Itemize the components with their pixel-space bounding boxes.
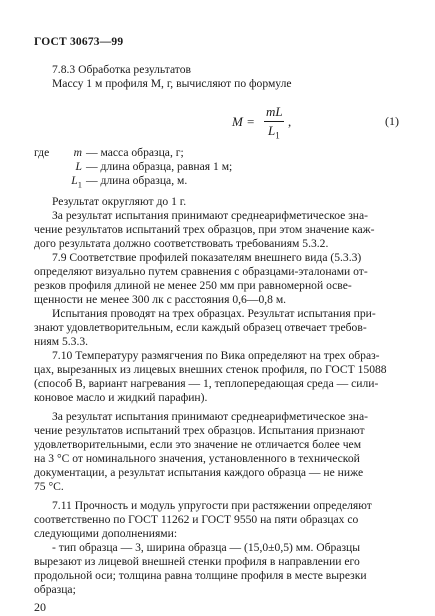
body-line: цах, вырезанных из лицевых внешних стенок профиля, по ГОСТ 15088 (34, 363, 387, 376)
page-number: 20 (34, 600, 46, 614)
body-line: соответственно по ГОСТ 11262 и ГОСТ 9550 на пяти образцах со (34, 513, 359, 526)
body-line: на 3 °С от номинального значения, установленного в технической (34, 452, 360, 465)
document-header: ГОСТ 30673—99 (34, 36, 124, 48)
body-line: удовлетворительными, если это значение не отличается более чем (34, 438, 362, 451)
body-line: щенности не менее 300 лк с расстояния 0,6—0,8 м. (34, 293, 287, 306)
intro-text: Массу 1 м профиля М, г, вычисляют по формуле (52, 77, 292, 90)
fraction-bar (264, 121, 284, 122)
body-line: чение результатов испытаний трех образцов. Испытания признают (34, 424, 365, 437)
body-line: резков профиля длиной не менее 250 мм при равномерной осве- (34, 279, 352, 292)
formula-equals: = (247, 114, 255, 129)
formula-denominator: $L_1$ (268, 123, 280, 141)
body-line: 7.11 Прочность и модуль упругости при растяжении определяют (52, 499, 372, 512)
definition-row: L — длина образца, равная 1 м; (75, 160, 233, 173)
body-line: коновое масло и жидкий парафин). (34, 391, 208, 404)
body-line: За результат испытания принимают среднеарифметическое зна- (52, 209, 369, 222)
body-line: Испытания проводят на трех образцах. Результат испытания при- (52, 307, 376, 320)
section-title: 7.8.3 Обработка результатов (52, 63, 191, 76)
formula (232, 104, 312, 148)
body-line: вырезают из лицевой внешней стенки профиля в направлении его (34, 555, 360, 568)
body-line: чение результатов испытаний трех образцов, при этом значение каж- (34, 223, 375, 236)
body-line: Результат округляют до 1 г. (52, 195, 187, 208)
formula-comma: , (288, 114, 292, 129)
formula-lhs: M (232, 114, 243, 129)
body-line: (способ В, вариант нагревания — 1, теплопередающая среда — сили- (34, 377, 379, 390)
body-line: определяют визуально путем сравнения с образцами-эталонами от- (34, 265, 368, 278)
body-line: За результат испытания принимают среднеарифметическое зна- (52, 410, 369, 423)
body-line: 75 °С. (34, 480, 64, 493)
formula-number: (1) (385, 114, 399, 128)
body-line: - тип образца — 3, ширина образца — (15,0±0,5) мм. Образцы (52, 541, 361, 554)
body-line: дого результата должно соответствовать требованиям 5.3.2. (34, 237, 329, 250)
body-line: образца; (34, 583, 76, 596)
body-line: ниям 5.3.3. (34, 335, 89, 348)
body-line: 7.10 Температуру размягчения по Вика определяют на трех образ- (52, 349, 380, 362)
definition-row: где m — масса образца, г; (34, 146, 184, 159)
definition-row: $L_1$ — длина образца, м. (71, 174, 188, 190)
body-line: документации, а результат испытания каждого образца — не ниже (34, 466, 364, 479)
body-line: следующими дополнениями: (34, 527, 178, 540)
where-word: где (34, 146, 50, 159)
formula-numerator: mL (266, 104, 283, 119)
body-line: знают удовлетворительным, если каждый образец отвечает требов- (34, 321, 367, 334)
body-line: продольной оси; толщина равна толщине профиля в месте вырезки (34, 569, 367, 582)
body-line: 7.9 Соответствие профилей показателям внешнего вида (5.3.3) (52, 251, 362, 264)
